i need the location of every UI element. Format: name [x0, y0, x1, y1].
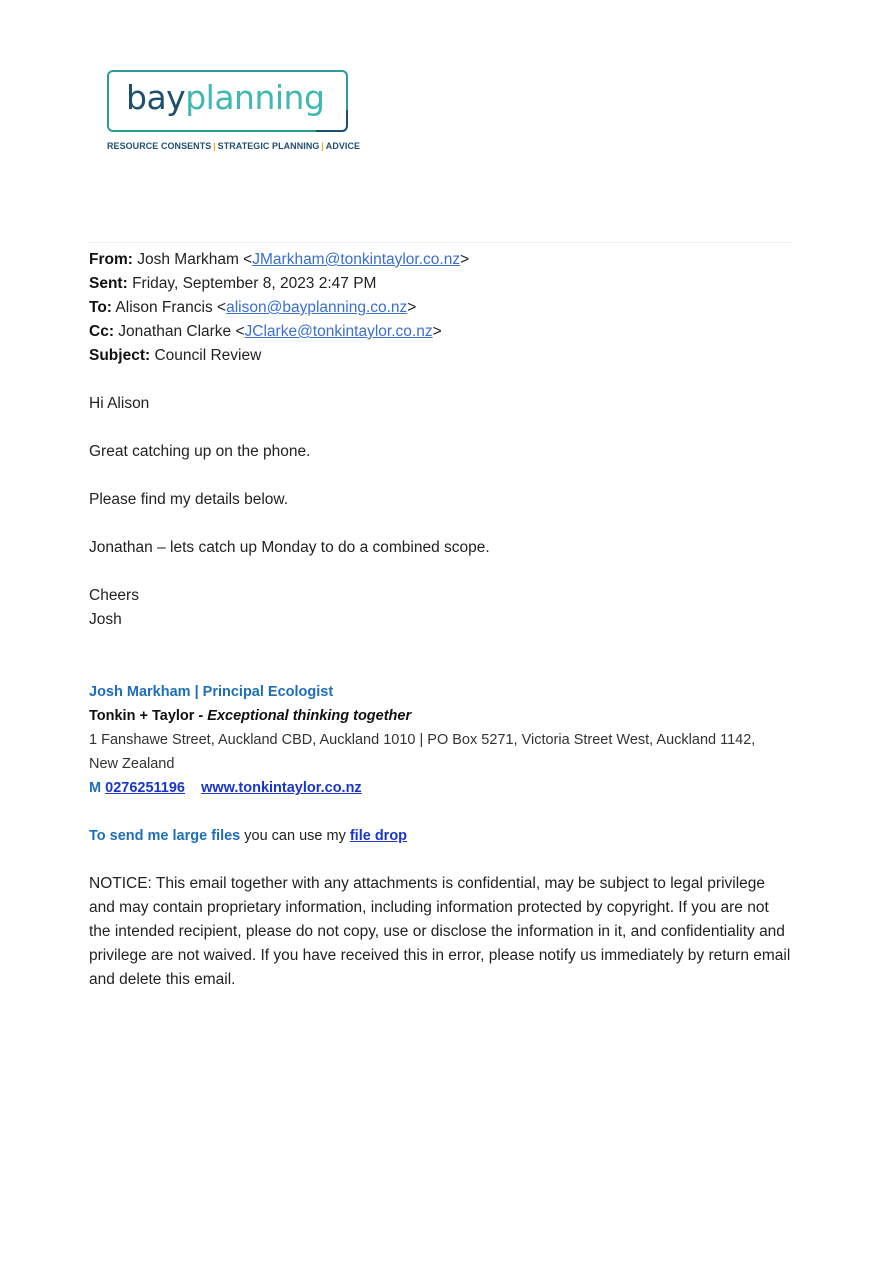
- cc-email-link[interactable]: JClarke@tonkintaylor.co.nz: [244, 323, 433, 340]
- from-close-bracket: >: [460, 251, 470, 268]
- file-drop-link[interactable]: file drop: [349, 828, 408, 844]
- from-email-link[interactable]: JMarkham@tonkintaylor.co.nz: [252, 251, 461, 268]
- greeting: Hi Alison: [89, 395, 150, 412]
- spacer: [89, 368, 793, 392]
- confidentiality-notice: NOTICE: This email together with any attachments is confidential, may be subject to legal privilege and may contain proprietary information, including information protected by copyright. If you are not the intended recipient, please do not copy, use or disclose the information in it, and confidentiality and privilege are not waived. If you have received this in error, please notify us immediately by return email and delete this email.: [89, 875, 791, 988]
- header-divider: [89, 242, 791, 243]
- website-link[interactable]: www.tonkintaylor.co.nz: [201, 780, 362, 796]
- spacer: [89, 800, 793, 824]
- sent-row: [89, 272, 793, 296]
- to-close-bracket: >: [407, 299, 417, 316]
- body-line-2: Please find my details below.: [89, 491, 289, 508]
- logo-tagline: [107, 141, 361, 152]
- to-name: Alison Francis <: [115, 299, 227, 316]
- company-slogan: Exceptional thinking together: [207, 708, 412, 724]
- mobile-label: M: [89, 780, 102, 796]
- sent-value: Friday, September 8, 2023 2:47 PM: [132, 275, 377, 292]
- subject-value: Council Review: [154, 347, 262, 364]
- signature-company: [89, 704, 793, 728]
- cc-name: Jonathan Clarke <: [118, 323, 245, 340]
- signoff-cheers: Cheers: [89, 587, 139, 604]
- subject-row: [89, 344, 793, 368]
- spacer: [89, 464, 793, 488]
- spacer: [89, 512, 793, 536]
- to-label: To:: [89, 299, 112, 316]
- file-drop-mid: you can use my: [240, 828, 350, 844]
- cc-label: Cc:: [89, 323, 114, 340]
- email-content: [89, 248, 793, 992]
- from-label: From:: [89, 251, 133, 268]
- spacer: [89, 416, 793, 440]
- file-drop-line: [89, 824, 793, 848]
- to-row: [89, 296, 793, 320]
- tagline-advice: ADVICE: [325, 141, 361, 152]
- mobile-link[interactable]: 0276251196: [105, 780, 185, 796]
- logo-word-planning: planning: [185, 78, 325, 117]
- tagline-separator: |: [321, 141, 324, 152]
- file-drop-lead: To send me large files: [89, 828, 241, 844]
- signature-address-line-1: 1 Fanshawe Street, Auckland CBD, Auckland 1010 | PO Box 5271, Victoria Street West, Auckland 1142,: [89, 732, 756, 748]
- sent-label: Sent:: [89, 275, 128, 292]
- spacer: [89, 656, 793, 680]
- tagline-strategic-planning: STRATEGIC PLANNING: [217, 141, 320, 152]
- logo-wordmark: [126, 78, 324, 118]
- signature-address-line-2: New Zealand: [89, 756, 175, 772]
- bayplanning-logo: [107, 70, 361, 152]
- body-line-1: Great catching up on the phone.: [89, 443, 311, 460]
- spacer: [89, 560, 793, 584]
- cc-row: [89, 320, 793, 344]
- signoff-name: Josh: [89, 611, 122, 628]
- subject-label: Subject:: [89, 347, 151, 364]
- body-line-3: Jonathan – lets catch up Monday to do a combined scope.: [89, 539, 490, 556]
- company-name: Tonkin + Taylor -: [89, 708, 208, 724]
- signature-contact: [89, 776, 793, 800]
- tagline-separator: |: [213, 141, 216, 152]
- cc-close-bracket: >: [432, 323, 442, 340]
- logo-frame: [107, 70, 348, 132]
- tagline-resource-consents: RESOURCE CONSENTS: [107, 141, 212, 152]
- spacer: [89, 848, 793, 872]
- from-name: Josh Markham <: [137, 251, 253, 268]
- logo-word-bay: bay: [126, 78, 186, 117]
- signature-name-title: Josh Markham | Principal Ecologist: [89, 684, 334, 700]
- spacer: [89, 632, 793, 656]
- from-row: [89, 248, 793, 272]
- to-email-link[interactable]: alison@bayplanning.co.nz: [226, 299, 408, 316]
